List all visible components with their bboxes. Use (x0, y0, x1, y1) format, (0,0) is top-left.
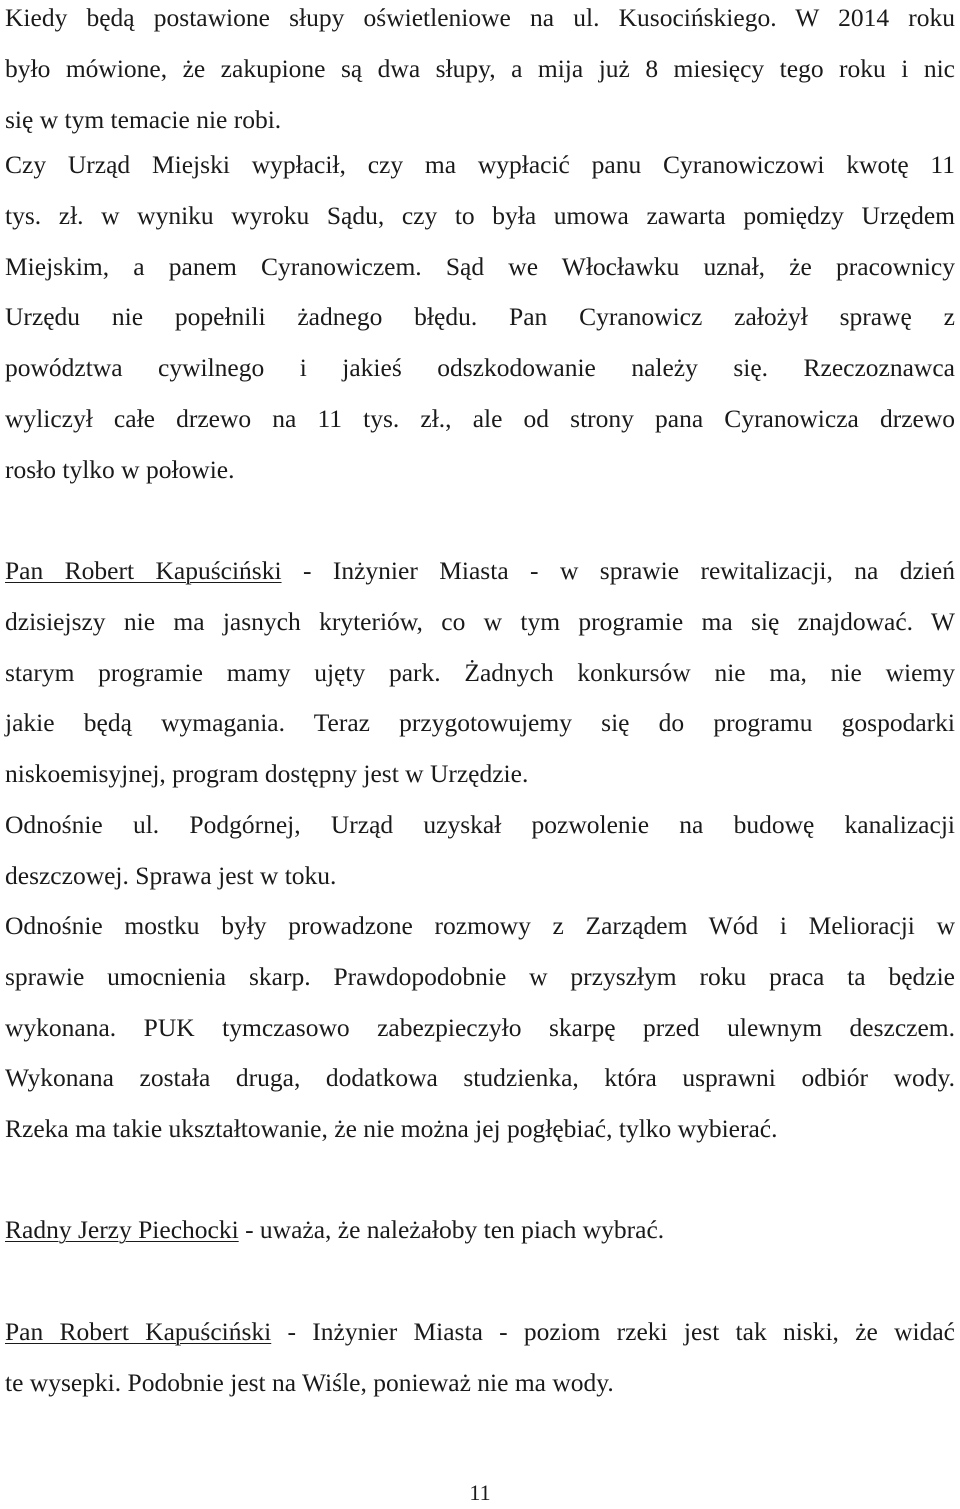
text-line: Rzeka ma takie ukształtowanie, że nie można jej pogłębiać, tylko wybierać. (5, 1114, 778, 1144)
text-line: było mówione, że zakupione są dwa słupy, a mija już 8 miesięcy tego roku i nic (5, 53, 955, 83)
text-line: wykonana. PUK tymczasowo zabezpieczyło skarpę przed ulewnym deszczem. (5, 1012, 955, 1042)
text-line: Miejskim, a panem Cyranowiczem. Sąd we Włocławku uznał, że pracownicy (5, 251, 955, 281)
text-line (5, 1307, 955, 1358)
text-line (5, 546, 955, 597)
text-line: wyliczył całe drzewo na 11 tys. zł., ale od strony pana Cyranowicza drzewo (5, 403, 955, 433)
speaker-name: Radny Jerzy Piechocki (5, 1215, 239, 1244)
speaker-statement: - uważa, że należałoby ten piach wybrać. (238, 1215, 665, 1244)
text-line: rosło tylko w połowie. (5, 454, 235, 484)
paragraph-bridge (5, 901, 955, 1155)
text-line: niskoemisyjnej, program dostępny jest w Urzędzie. (5, 759, 529, 789)
paragraph-compensation (5, 140, 955, 496)
text-line: powództwa cywilnego i jakieś odszkodowanie należy się. Rzeczoznawca (5, 353, 955, 383)
text-line: dzisiejszy nie ma jasnych kryteriów, co w tym programie ma się znajdować. W (5, 606, 955, 636)
text-line: starym programie mamy ujęty park. Żadnych konkursów nie ma, nie wiemy (5, 657, 955, 687)
speaker-name: Pan Robert Kapuściński (5, 1317, 272, 1346)
speaker-statement: - Inżynier Miasta - poziom rzeki jest tak niski, że widać (271, 1317, 955, 1346)
text-line: tys. zł. w wyniku wyroku Sądu, czy to była umowa zawarta pomiędzy Urzędem (5, 200, 955, 230)
text-line: się w tym temacie nie robi. (5, 104, 282, 134)
text-line: sprawie umocnienia skarp. Prawdopodobnie w przyszłym roku praca ta będzie (5, 961, 955, 991)
paragraph-revitalization (5, 546, 955, 800)
paragraph-podgorna-street (5, 800, 955, 902)
text-line: jakie będą wymagania. Teraz przygotowujemy się do programu gospodarki (5, 708, 955, 738)
text-line: te wysepki. Podobnie jest na Wiśle, ponieważ nie ma wody. (5, 1367, 614, 1397)
text-line: deszczowej. Sprawa jest w toku. (5, 860, 337, 890)
text-line: Odnośnie ul. Podgórnej, Urząd uzyskał pozwolenie na budowę kanalizacji (5, 810, 955, 839)
speaker-statement: - Inżynier Miasta - w sprawie rewitalizacji, na dzień (281, 556, 955, 585)
paragraph-street-lights (5, 0, 955, 145)
text-line: Odnośnie mostku były prowadzone rozmowy z Zarządem Wód i Melioracji w (5, 911, 955, 940)
text-line (5, 1205, 955, 1256)
text-line: Urzędu nie popełnili żadnego błędu. Pan Cyranowicz założył sprawę z (5, 302, 955, 332)
page-number: 11 (469, 1480, 491, 1505)
text-line: Czy Urząd Miejski wypłacił, czy ma wypłacić panu Cyranowiczowi kwotę 11 (5, 150, 955, 179)
text-line: Wykonana została druga, dodatkowa studzienka, która usprawni odbiór wody. (5, 1063, 955, 1093)
speaker-name: Pan Robert Kapuściński (5, 556, 282, 585)
paragraph-councillor-comment (5, 1205, 955, 1256)
text-line: Kiedy będą postawione słupy oświetleniowe na ul. Kusocińskiego. W 2014 roku (5, 3, 955, 32)
paragraph-river-level (5, 1307, 955, 1409)
